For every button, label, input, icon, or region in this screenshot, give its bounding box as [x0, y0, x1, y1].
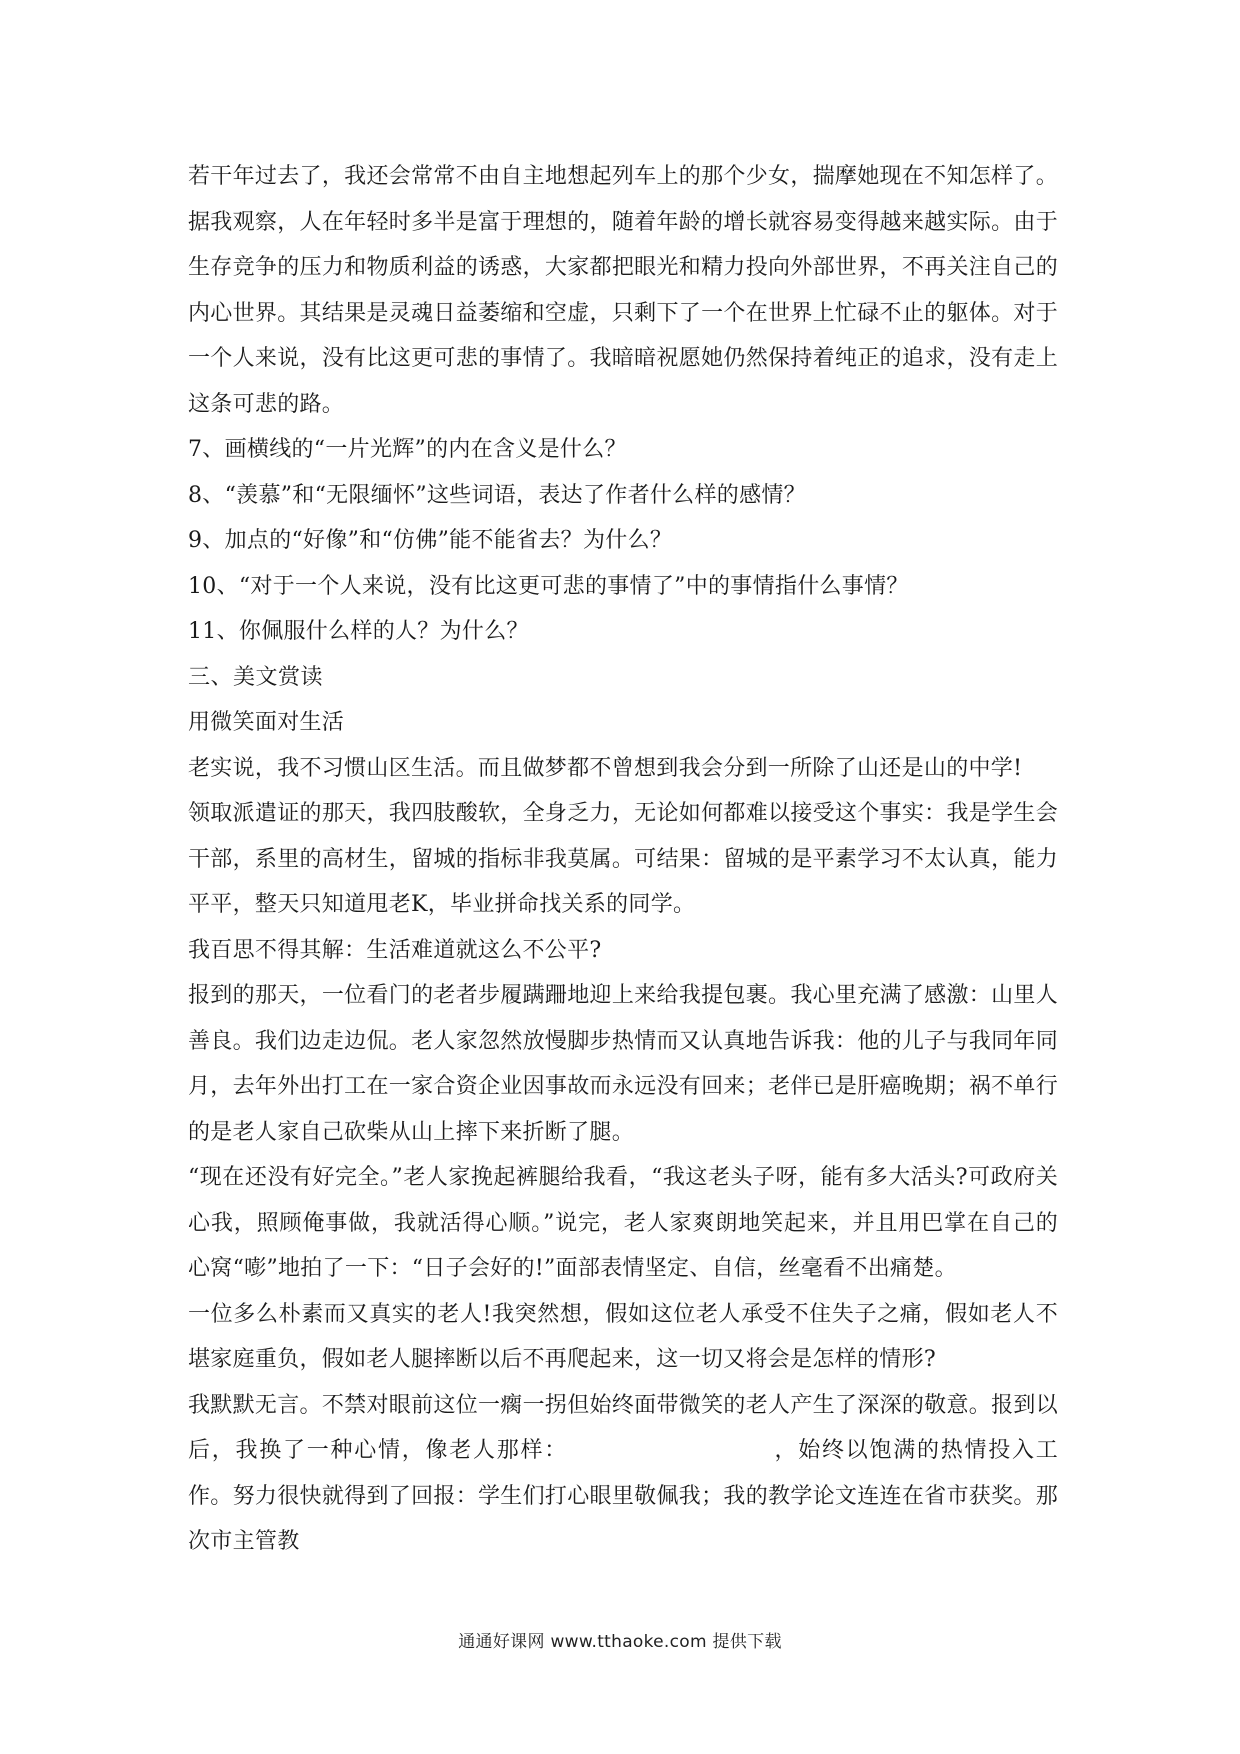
article-paragraph: “现在还没有好完全。”老人家挽起裤腿给我看，“我这老头子呀，能有多大活头?可政府关心我，照顾俺事做，我就活得心顺。”说完，老人家爽朗地笑起来，并且用巴掌在自己的心窝“嘭”地拍了一下：“日子会好的!”面部表情坚定、自信，丝毫看不出痛楚。	[188, 1165, 1058, 1281]
article-paragraph-with-blank	[188, 1383, 1058, 1565]
article-paragraph: 我百思不得其解：生活难道就这么不公平?	[188, 937, 602, 963]
question-7: 7、画横线的“一片光辉”的内在含义是什么？	[188, 437, 627, 462]
text-before-blank: 我默默无言。不禁对眼前这位一瘸一拐但始终面带微笑的老人产生了深深的敬意。报到以后，我换了一种心情，像老人那样：	[188, 1392, 1058, 1463]
question-9: 9、加点的“好像”和“仿佛”能不能省去？为什么？	[188, 528, 673, 553]
article-paragraph: 领取派遣证的那天，我四肢酸软，全身乏力，无论如何都难以接受这个事实：我是学生会干部，系里的高材生，留城的指标非我莫属。可结果：留城的是平素学习不太认真，能力平平，整天只知道甩老K，毕业拼命找关系的同学。	[188, 801, 1058, 917]
article-paragraph: 一位多么朴素而又真实的老人!我突然想，假如这位老人承受不住失子之痛，假如老人不堪家庭重负，假如老人腿摔断以后不再爬起来，这一切又将会是怎样的情形?	[188, 1301, 1058, 1372]
footer-source: 通通好课网 www.tthaoke.com 提供下载	[458, 1632, 782, 1652]
section-heading: 三、美文赏读	[188, 664, 324, 690]
article-paragraph: 老实说，我不习惯山区生活。而且做梦都不曾想到我会分到一所除了山还是山的中学!	[188, 755, 1023, 781]
text-after-blank: ，始终以饱满的热情投入工作。努力很快就得到了回报：学生们打心眼里敬佩我；我的教学论文连连在省市获奖。那次市主管教	[188, 1438, 1058, 1554]
article-title: 用微笑面对生活	[188, 710, 345, 735]
question-8: 8、“羡慕”和“无限缅怀”这些词语，表达了作者什么样的感情？	[188, 482, 806, 508]
question-10: 10、“对于一个人来说，没有比这更可悲的事情了”中的事情指什么事情？	[188, 573, 909, 599]
article-paragraph: 报到的那天，一位看门的老者步履蹒跚地迎上来给我提包裹。我心里充满了感激：山里人善良。我们边走边侃。老人家忽然放慢脚步热情而又认真地告诉我：他的儿子与我同年同月，去年外出打工在一家合资企业因事故而永远没有回来；老伴已是肝癌晚期；祸不单行的是老人家自己砍柴从山上摔下来折断了腿。	[188, 983, 1058, 1145]
document-body	[188, 154, 1058, 1565]
question-11: 11、你佩服什么样的人？为什么？	[188, 619, 529, 644]
passage-paragraph: 若干年过去了，我还会常常不由自主地想起列车上的那个少女，揣摩她现在不知怎样了。据我观察，人在年轻时多半是富于理想的，随着年龄的增长就容易变得越来越实际。由于生存竞争的压力和物质利益的诱惑，大家都把眼光和精力投向外部世界，不再关注自己的内心世界。其结果是灵魂日益萎缩和空虚，只剩下了一个在世界上忙碌不止的躯体。对于一个人来说，没有比这更可悲的事情了。我暗暗祝愿她仍然保持着纯正的追求，没有走上这条可悲的路。	[188, 164, 1058, 417]
